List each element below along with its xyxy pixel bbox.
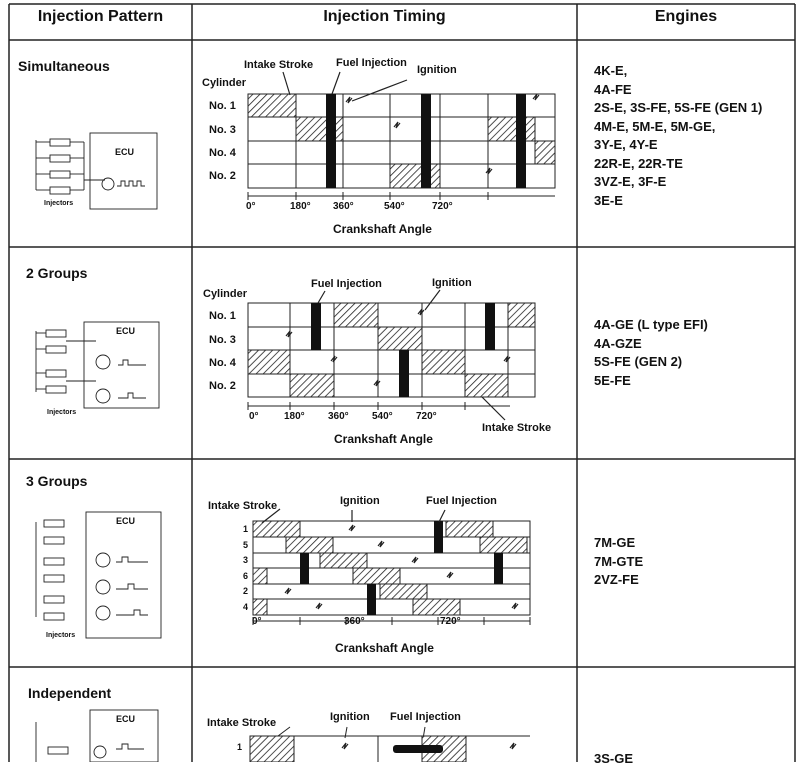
cylinder-label: 3 — [243, 555, 249, 565]
axis-crankshaft-angle: Crankshaft Angle — [333, 222, 432, 236]
simultaneous-ecu-schematic — [36, 133, 157, 209]
engine-item: 2S-E, 3S-FE, 5S-FE (GEN 1) — [594, 100, 763, 115]
cylinder-label: No. 3 — [209, 124, 236, 136]
tick-label: 180° — [284, 411, 305, 422]
engine-item: 4K-E, — [594, 63, 628, 78]
axis-crankshaft-angle: Crankshaft Angle — [335, 641, 434, 655]
engine-item: 7M-GE — [594, 535, 636, 550]
ecu-label: ECU — [116, 714, 136, 724]
engine-item: 22R-E, 22R-TE — [594, 155, 683, 171]
engine-item: 4A-FE — [594, 81, 632, 97]
engine-item: 5E-FE — [594, 372, 631, 388]
label-ignition: Ignition — [417, 64, 457, 76]
engine-item: 7M-GTE — [594, 553, 644, 569]
cylinder-label: No. 1 — [209, 310, 236, 322]
engine-item: 4A-GE (L type EFI) — [594, 317, 708, 332]
tick-label: 360° — [333, 201, 354, 212]
tick-label: 720° — [440, 616, 461, 627]
engines-list — [594, 750, 633, 769]
engine-item: 4M-E, 5M-E, 5M-GE, — [594, 118, 716, 134]
engine-item: 3E-E — [594, 192, 623, 208]
engine-item: 5S-FE (GEN 2) — [594, 354, 683, 369]
pattern-3-groups: 3 Groups — [26, 473, 88, 489]
independent-timing-chart — [250, 727, 530, 762]
cylinder-label: 1 — [243, 524, 249, 534]
cylinder-label: No. 2 — [209, 380, 236, 392]
header-engines: Engines — [654, 8, 718, 25]
tick-label: 540° — [384, 201, 405, 212]
cylinder-label: No. 2 — [209, 170, 236, 182]
engines-list — [594, 316, 708, 390]
tick-label: 360° — [328, 411, 349, 422]
three-groups-ecu-schematic — [36, 512, 161, 638]
label-fuel-injection: Fuel Injection — [426, 495, 497, 507]
ecu-label: ECU — [116, 326, 136, 336]
tick-label: 540° — [372, 411, 393, 422]
injectors-label: Injectors — [44, 200, 74, 207]
label-intake-stroke: Intake Stroke — [482, 422, 552, 434]
cylinder-label: 1 — [237, 742, 243, 752]
pattern-2-groups: 2 Groups — [26, 265, 88, 281]
label-fuel-injection: Fuel Injection — [390, 711, 461, 723]
engine-item: 2VZ-FE — [594, 572, 639, 587]
label-ignition: Ignition — [340, 495, 380, 507]
header-injection-pattern: Injection Pattern — [37, 8, 164, 25]
simultaneous-timing-chart — [248, 72, 555, 200]
engine-item: 3VZ-E, 3F-E — [594, 174, 667, 189]
tick-label: 360° — [344, 616, 365, 627]
label-fuel-injection: Fuel Injection — [311, 278, 382, 290]
tick-label: 720° — [432, 201, 453, 212]
cylinder-label: 4 — [243, 602, 249, 612]
cylinder-label: 6 — [243, 571, 249, 581]
label-fuel-injection: Fuel Injection — [336, 57, 407, 69]
label-ignition: Ignition — [330, 711, 370, 723]
label-intake-stroke: Intake Stroke — [244, 59, 314, 71]
label-cylinder: Cylinder — [203, 288, 248, 300]
engine-item: 4A-GZE — [594, 335, 642, 351]
engines-list — [594, 534, 643, 590]
cylinder-label: 2 — [243, 586, 249, 596]
injectors-label: Injectors — [47, 409, 77, 416]
three-groups-timing-chart — [253, 509, 530, 625]
engine-item: 3S-GE — [594, 751, 634, 766]
tick-label: 0° — [246, 201, 256, 212]
cylinder-label: No. 4 — [209, 357, 236, 369]
label-intake-stroke: Intake Stroke — [207, 717, 277, 729]
two-groups-timing-chart — [248, 290, 535, 420]
label-cylinder: Cylinder — [202, 77, 247, 89]
label-intake-stroke: Intake Stroke — [208, 500, 278, 512]
independent-ecu-schematic — [36, 710, 158, 762]
pattern-simultaneous: Simultaneous — [18, 58, 110, 74]
pattern-independent: Independent — [28, 685, 112, 701]
cylinder-label: 5 — [243, 540, 249, 550]
tick-label: 180° — [290, 201, 311, 212]
tick-label: 0° — [252, 616, 262, 627]
engines-list — [594, 62, 762, 210]
cylinder-label: No. 4 — [209, 147, 236, 159]
cylinder-label: No. 3 — [209, 334, 236, 346]
two-groups-ecu-schematic — [36, 322, 159, 408]
engine-item: 3Y-E, 4Y-E — [594, 137, 658, 152]
axis-crankshaft-angle: Crankshaft Angle — [334, 432, 433, 446]
tick-label: 0° — [249, 411, 259, 422]
injectors-label: Injectors — [46, 632, 76, 639]
header-injection-timing: Injection Timing — [323, 8, 446, 25]
ecu-label: ECU — [116, 516, 136, 526]
label-ignition: Ignition — [432, 277, 472, 289]
ecu-label: ECU — [115, 147, 135, 157]
tick-label: 720° — [416, 411, 437, 422]
cylinder-label: No. 1 — [209, 100, 236, 112]
